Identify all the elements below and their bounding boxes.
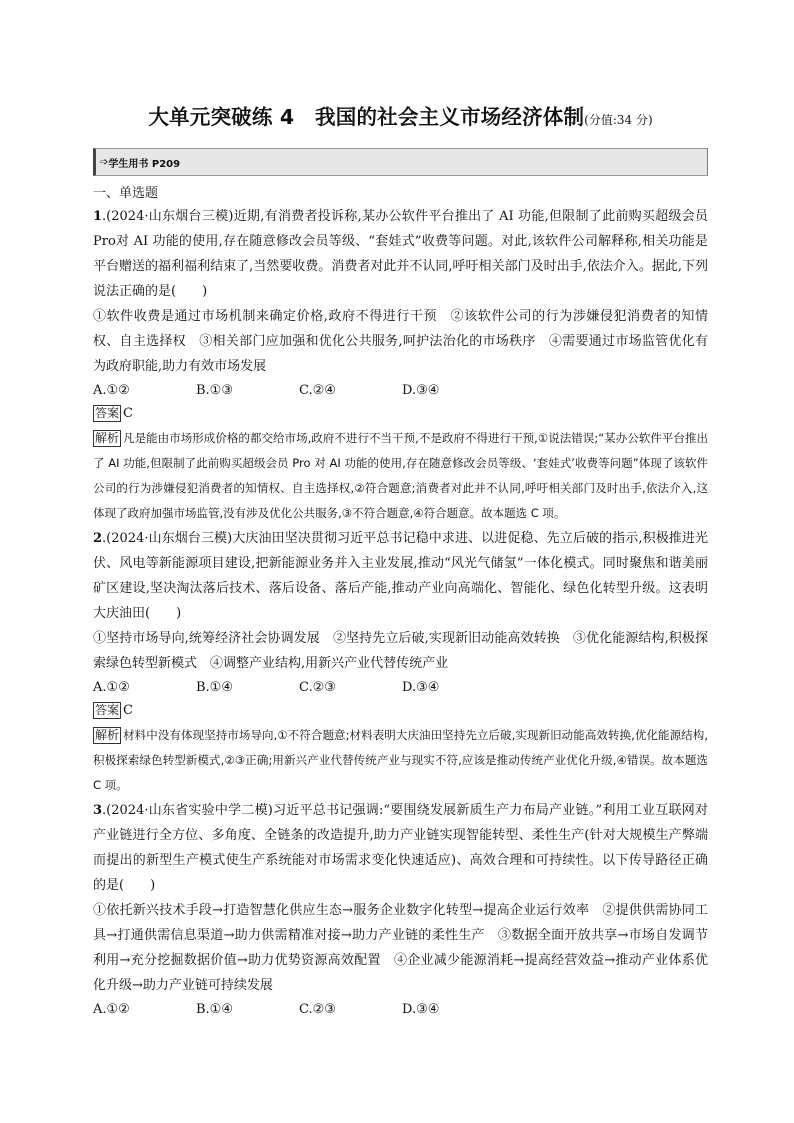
choice-a: A.①②: [93, 680, 130, 695]
choice-b: B.①③: [196, 383, 233, 398]
book-reference-bar: [93, 148, 708, 176]
choice-a: A.①②: [93, 383, 130, 398]
book-reference: 学生用书 P209: [108, 158, 181, 170]
analysis-text: 材料中没有体现坚持市场导向,①不符合题意;材料表明大庆油田坚持先立后破,实现新旧动能高效转换,优化能源结构,积极探索绿色转型新模式,②③正确;用新兴产业代替传统产业与现实不符,应该是推动传统产业优化升级,④错误。故本题选 C 项。: [93, 728, 708, 792]
section-heading: 一、单选题: [93, 186, 159, 201]
analysis-block: [93, 426, 708, 526]
answer-line: [93, 402, 708, 426]
question-options: ①依托新兴技术手段→打造智慧化供应生态→服务企业数字化转型→提高企业运行效率 ②提供供需协同工具→打通供需信息渠道→助力供需精准对接→助力产业链的柔性生产 ③数据全面开放共享→市场自发调节利用→充分挖掘数据价值→助力优势资源高效配置 ④企业减少能源消耗→提高经营效益→推动产业体系优化升级→助力产业链可持续发展: [93, 903, 708, 993]
question-2: [93, 526, 708, 798]
question-3: [93, 798, 708, 1021]
answer-tag: 答案: [95, 406, 120, 420]
choice-a: A.①②: [93, 1002, 130, 1017]
title-row: [93, 100, 708, 130]
answer-line: [93, 699, 708, 723]
question-1: [93, 204, 708, 526]
question-options: ①坚持市场导向,统筹经济社会协调发展 ②坚持先立后破,实现新旧动能高效转换 ③优化能源结构,积极探索绿色转型新模式 ④调整产业结构,用新兴产业代替传统产业: [93, 631, 708, 671]
analysis-tag: 解析: [95, 431, 120, 445]
choice-d: D.③④: [402, 1002, 440, 1017]
analysis-tag: 解析: [95, 728, 120, 742]
choice-b: B.①④: [196, 680, 233, 695]
choice-d: D.③④: [402, 383, 440, 398]
question-stem: 2.(2024·山东烟台三模)大庆油田坚决贯彻习近平总书记稳中求进、以进促稳、先立后破的指示,积极推进光伏、风电等新能源项目建设,把新能源业务并入主业发展,推动“风光气储氢”一体化模式。同时聚焦和谐美丽矿区建设,坚决淘汰落后技术、落后设备、落后产能,推动产业向高端化、智能化、绿色化转型升级。这表明大庆油田( ): [93, 531, 708, 621]
question-options: ①软件收费是通过市场机制来确定价格,政府不得进行干预 ②该软件公司的行为涉嫌侵犯消费者的知情权、自主选择权 ③相关部门应加强和优化公共服务,呵护法治化的市场秩序 ④需要通过市场监管优化有为政府职能,助力有效市场发展: [93, 309, 708, 374]
analysis-text: 凡是能由市场形成价格的都交给市场,政府不进行不当干预,不是政府不得进行干预,①说法错误;“某办公软件平台推出了 AI 功能,但限制了此前购买超级会员 Pro 对 AI 功能的使用,存在随意修改会员等级、‘套娃式’收费等问题”体现了该软件公司的行为涉嫌侵犯消费者的知情权、自主选择权,②符合题意;消费者对此并不认同,呼吁相关部门及时出手,依法介入,这体现了政府加强市场监管,没有涉及优化公共服务,③不符合题意,④符合题意。故本题选 C 项。: [93, 431, 708, 520]
choice-row: [93, 379, 708, 402]
choice-c: C.②④: [299, 383, 336, 398]
question-number: 1: [93, 209, 103, 224]
score-note: (分值:34 分): [584, 113, 653, 127]
question-stem: 3.(2024·山东省实验中学二模)习近平总书记强调:“要围绕发展新质生产力布局产业链。”利用工业互联网对产业链进行全方位、多角度、全链条的改造提升,助力产业链实现智能转型、柔性生产(针对大规模生产弊端而提出的新型生产模式使生产系统能对市场需求变化快速适应)、高效合理和可持续性。以下传导路径正确的是( ): [93, 803, 708, 893]
question-number: 3: [93, 803, 103, 818]
choice-d: D.③④: [402, 680, 440, 695]
choice-row: [93, 676, 708, 699]
analysis-block: [93, 723, 708, 798]
choice-c: C.②③: [299, 1002, 336, 1017]
answer-value: C: [123, 406, 133, 421]
answer-value: C: [123, 703, 133, 718]
choice-c: C.②③: [299, 680, 336, 695]
choice-b: B.①④: [196, 1002, 233, 1017]
page-title: 大单元突破练 4 我国的社会主义市场经济体制: [148, 105, 585, 129]
question-number: 2: [93, 531, 103, 546]
book-arrow-icon: ➩: [100, 156, 109, 168]
choice-row: [93, 998, 708, 1021]
question-stem: 1.(2024·山东烟台三模)近期,有消费者投诉称,某办公软件平台推出了 AI 功能,但限制了此前购买超级会员 Pro对 AI 功能的使用,存在随意修改会员等级、“套娃式”收费等问题。对此,该软件公司解释称,相关功能是平台赠送的福利福利结束了,当然要收费。消费者对此并不认同,呼吁相关部门及时出手,依法介入。据此,下列说法正确的是( ): [93, 209, 708, 299]
document-page: [93, 100, 708, 1021]
answer-tag: 答案: [95, 703, 120, 717]
